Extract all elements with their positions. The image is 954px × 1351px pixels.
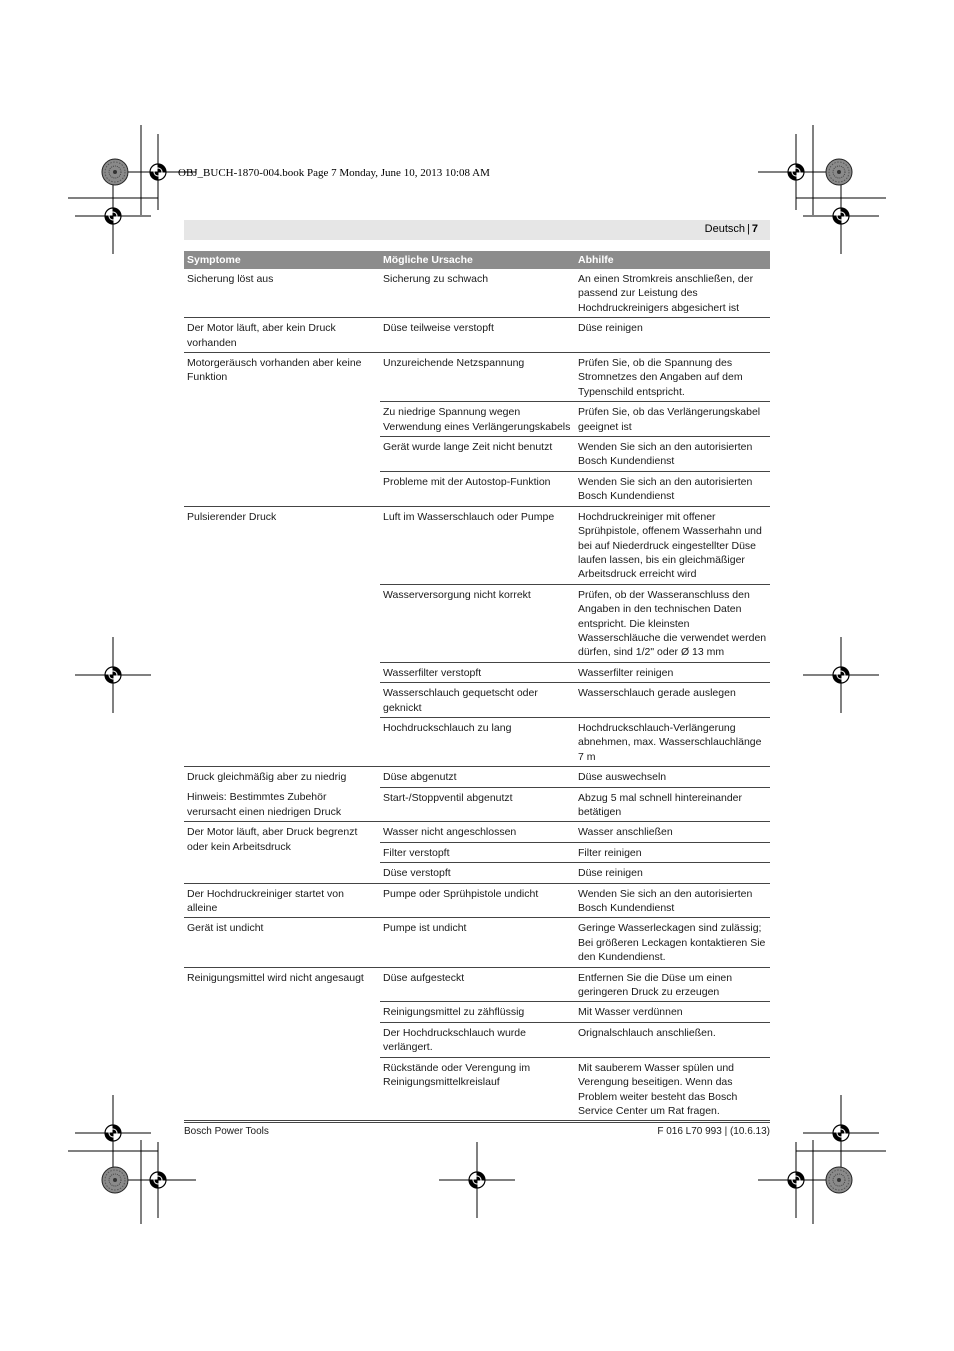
footer-rule [184,1122,770,1123]
page-header: Deutsch | 7 [184,220,770,240]
cell-cause: Düse aufgesteckt [380,967,575,1002]
cell-remedy: Mit sauberem Wasser spülen und Verengung beseitigen. Wenn das Problem weiter besteht das Bosch Service Center um Rat fragen. [575,1057,770,1121]
troubleshooting-table [184,251,770,1121]
cell-remedy: Orignalschlauch anschließen. [575,1022,770,1057]
cell-symptom: Motorgeräusch vorhanden aber keine Funktion [184,353,380,507]
cell-cause: Düse verstopft [380,863,575,883]
cell-remedy: Wenden Sie sich an den autorisierten Bosch Kundendienst [575,437,770,472]
reg-mark-rm [803,637,879,713]
cell-symptom: Hinweis: Bestimmtes Zubehör verursacht einen niedrigen Druck [184,787,380,822]
cell-remedy: Wasserschlauch gerade auslegen [575,683,770,718]
cell-remedy: Wenden Sie sich an den autorisierten Bosch Kundendienst [575,471,770,506]
reg-mark-lb [75,1095,151,1171]
table-row [184,767,770,787]
table-row [184,822,770,842]
reg-mark-bl [120,1142,196,1218]
cell-remedy: Düse reinigen [575,318,770,353]
cell-remedy: Hochdruckschlauch-Verlängerung abnehmen, max. Wasserschlauchlänge 7 m [575,717,770,766]
cell-remedy: Wenden Sie sich an den autorisierten Bosch Kundendienst [575,883,770,918]
cell-symptom: Druck gleichmäßig aber zu niedrig [187,771,347,784]
color-target-br [826,1167,852,1193]
cell-cause: Düse abgenutzt [380,767,575,787]
cell-remedy: Mit Wasser verdünnen [575,1002,770,1022]
header-language: Deutsch [704,223,746,235]
cell-symptom: Sicherung löst aus [184,269,380,318]
table-row [184,967,770,1002]
cell-cause: Wasserversorgung nicht korrekt [380,584,575,662]
table-row [184,506,770,584]
table-row [184,918,770,967]
cell-remedy: Geringe Wasserleckagen sind zulässig; Bei größeren Leckagen kontaktieren Sie den Kundendienst. [575,918,770,967]
cell-remedy: Düse auswechseln [575,767,770,787]
reg-mark-lt [75,178,151,254]
cell-cause: Gerät wurde lange Zeit nicht benutzt [380,437,575,472]
cell-remedy: An einen Stromkreis anschließen, der passend zur Leistung des Hochdruckreinigers abgesichert ist [575,269,770,318]
cell-cause: Reinigungsmittel zu zähflüssig [380,1002,575,1022]
cell-cause: Rückstände oder Verengung im Reinigungsmittelkreislauf [380,1057,575,1121]
cell-remedy: Filter reinigen [575,842,770,862]
footer-brand: Bosch Power Tools [184,1126,269,1137]
cell-cause: Der Hochdruckschlauch wurde verlängert. [380,1022,575,1057]
cell-remedy: Prüfen, ob der Wasseranschluss den Angaben in den technischen Daten entspricht. Die kleinsten Wasserschläuche die verwendet werden dürfen, sind 1/2" oder Ø 13 mm [575,584,770,662]
cell-remedy: Düse reinigen [575,863,770,883]
table-header-row [184,251,770,269]
column-header-symptoms: Symptome [184,251,380,269]
cell-remedy: Hochdruckreiniger mit offener Sprühpistole, offenem Wasserhahn und bei auf Niederdruck eingestellter Düse laufen lassen, bis ein gleichmäßiger Arbeitsdruck erreicht wird [575,506,770,584]
table-row [184,787,770,822]
cell-cause: Pumpe oder Sprühpistole undicht [380,883,575,918]
cell-remedy: Entfernen Sie die Düse um einen geringeren Druck zu erzeugen [575,967,770,1002]
cell-cause: Wasserschlauch gequetscht oder geknickt [380,683,575,718]
table-row [184,883,770,918]
cell-cause: Wasser nicht angeschlossen [380,822,575,842]
cell-cause: Düse teilweise verstopft [380,318,575,353]
reg-mark-rb [803,1095,879,1171]
column-header-cause: Mögliche Ursache [380,251,575,269]
cell-symptom: Der Motor läuft, aber kein Druck vorhanden [184,318,380,353]
color-target-tr [826,159,852,185]
table-row [184,318,770,353]
cell-remedy: Prüfen Sie, ob die Spannung des Stromnetzes den Angaben auf dem Typenschild entspricht. [575,353,770,402]
table-row [184,353,770,402]
cell-cause: Pumpe ist undicht [380,918,575,967]
cell-symptom: Der Hochdruckreiniger startet von alleine [184,883,380,918]
cell-remedy: Wasser anschließen [575,822,770,842]
reg-mark-tr [758,134,834,210]
reg-mark-rt [803,178,879,254]
cell-cause: Start-/Stoppventil abgenutzt [380,787,575,822]
cell-symptom: Pulsierender Druck [184,506,380,767]
cell-symptom: Reinigungsmittel wird nicht angesaugt [184,967,380,1121]
reg-mark-br [758,1142,834,1218]
cell-cause: Zu niedrige Spannung wegen Verwendung eines Verlängerungskabels [380,402,575,437]
column-header-remedy: Abhilfe [575,251,770,269]
cell-cause: Luft im Wasserschlauch oder Pumpe [380,506,575,584]
cell-symptom: Gerät ist undicht [184,918,380,967]
color-target-tl [102,159,128,185]
cell-cause: Hochdruckschlauch zu lang [380,717,575,766]
cell-cause: Filter verstopft [380,842,575,862]
table-row [184,269,770,318]
print-slug: OBJ_BUCH-1870-004.book Page 7 Monday, June 10, 2013 10:08 AM [178,167,490,179]
cell-cause: Wasserfilter verstopft [380,662,575,682]
cell-remedy: Abzug 5 mal schnell hintereinander betätigen [575,787,770,822]
reg-mark-bc [439,1142,515,1218]
color-target-bl [102,1167,128,1193]
cell-cause: Probleme mit der Autostop-Funktion [380,471,575,506]
cell-symptom: Der Motor läuft, aber Druck begrenzt oder kein Arbeitsdruck [184,822,380,883]
cell-cause: Unzureichende Netzspannung [380,353,575,402]
footer-doc-number: F 016 L70 993 | (10.6.13) [657,1126,770,1137]
reg-mark-lm [75,637,151,713]
cell-cause: Sicherung zu schwach [380,269,575,318]
page-number: 7 [751,223,758,235]
cell-remedy: Wasserfilter reinigen [575,662,770,682]
cell-remedy: Prüfen Sie, ob das Verlängerungskabel geeignet ist [575,402,770,437]
